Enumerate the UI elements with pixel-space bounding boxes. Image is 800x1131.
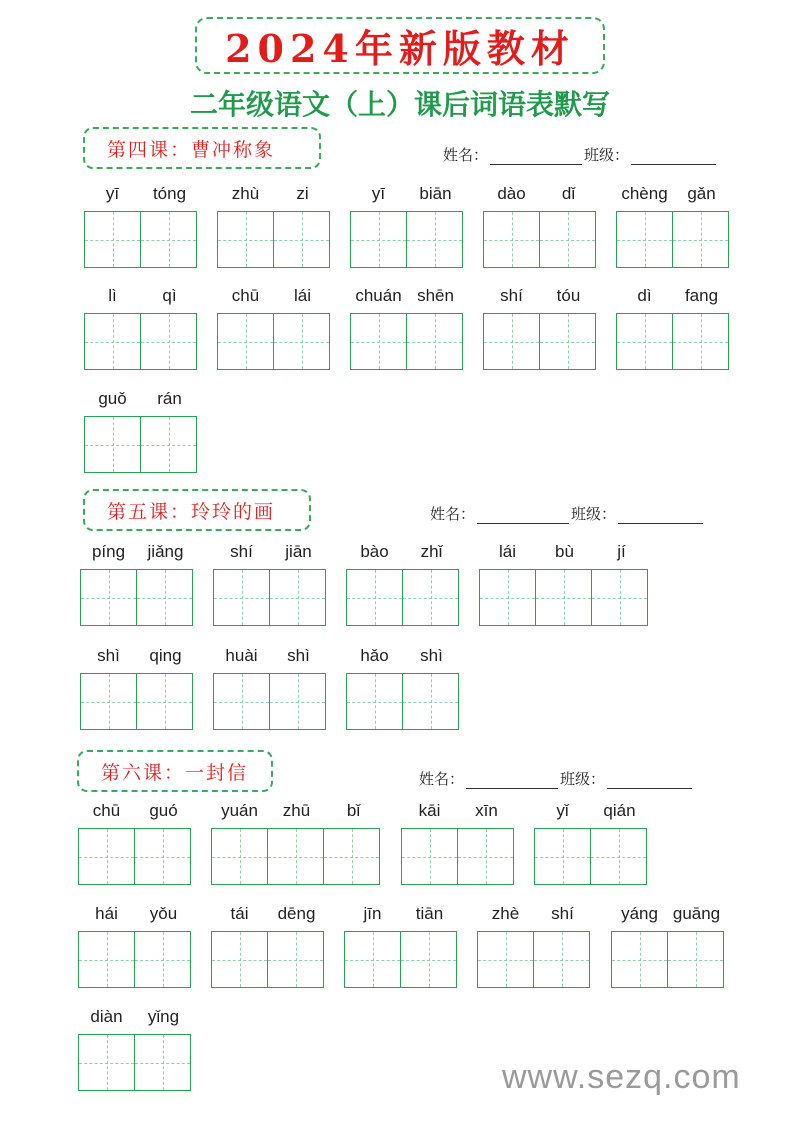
word-item xyxy=(344,903,458,988)
writing-grid xyxy=(483,313,597,370)
pinyin-syllable: shí xyxy=(551,904,574,923)
writing-grid xyxy=(213,569,327,626)
pinyin-syllable: zhù xyxy=(231,184,260,203)
word-item xyxy=(78,800,192,885)
pinyin-row xyxy=(483,285,597,307)
pinyin-syllable: guǒ xyxy=(98,389,127,408)
writing-grid xyxy=(217,211,331,268)
word-item xyxy=(479,541,650,626)
writing-grid xyxy=(78,1034,192,1091)
pinyin-syllable: qing xyxy=(149,646,182,665)
pinyin-syllable: lái xyxy=(498,542,516,561)
pinyin-syllable: zhè xyxy=(491,904,520,923)
pinyin-syllable: jí xyxy=(617,542,626,561)
pinyin-syllable: diàn xyxy=(90,1007,123,1026)
pinyin-syllable: bào xyxy=(360,542,389,561)
tian-zi-cell[interactable] xyxy=(401,828,458,885)
class-label: 班级： xyxy=(571,505,617,523)
tian-zi-cell[interactable] xyxy=(211,931,268,988)
name-label: 姓名： xyxy=(419,770,465,788)
pinyin-syllable: qián xyxy=(603,801,636,820)
pinyin-row xyxy=(211,800,382,822)
tian-zi-cell[interactable] xyxy=(78,1034,135,1091)
pinyin-row xyxy=(350,183,464,205)
tian-zi-cell[interactable] xyxy=(403,569,459,626)
writing-grid xyxy=(479,569,650,626)
writing-grid xyxy=(78,828,192,885)
word-item xyxy=(346,645,460,730)
watermark: www.sezq.com xyxy=(502,1058,741,1096)
tian-zi-cell[interactable] xyxy=(268,931,324,988)
name-label: 姓名： xyxy=(430,505,476,523)
lesson-title-box xyxy=(83,127,321,169)
word-item xyxy=(211,903,325,988)
pinyin-syllable: yáng xyxy=(621,904,658,923)
writing-grid xyxy=(80,673,194,730)
word-item xyxy=(477,903,591,988)
pinyin-syllable: zhū xyxy=(282,801,311,820)
word-item xyxy=(217,183,331,268)
tian-zi-cell[interactable] xyxy=(592,569,648,626)
word-item xyxy=(78,903,192,988)
word-item xyxy=(616,183,730,268)
word-item xyxy=(350,285,464,370)
writing-grid xyxy=(346,569,460,626)
pinyin-syllable: huài xyxy=(225,646,258,665)
tian-zi-cell[interactable] xyxy=(274,313,330,370)
word-item xyxy=(84,285,198,370)
name-blank[interactable] xyxy=(490,150,582,165)
pinyin-syllable: jiǎng xyxy=(147,542,184,561)
tian-zi-cell[interactable] xyxy=(135,1034,191,1091)
pinyin-syllable: bù xyxy=(555,542,574,561)
writing-grid xyxy=(84,211,198,268)
class-blank[interactable] xyxy=(607,774,692,789)
tian-zi-cell[interactable] xyxy=(477,931,534,988)
pinyin-syllable: zhǐ xyxy=(420,542,443,561)
title-box xyxy=(195,17,605,74)
tian-zi-cell[interactable] xyxy=(141,416,197,473)
pinyin-syllable: yī xyxy=(105,184,120,203)
pinyin-row xyxy=(84,388,198,410)
word-item xyxy=(616,285,730,370)
pinyin-syllable: guāng xyxy=(672,904,721,923)
word-item xyxy=(84,183,198,268)
pinyin-syllable: fang xyxy=(684,286,719,305)
pinyin-row xyxy=(78,800,192,822)
word-item xyxy=(84,388,198,473)
pinyin-syllable: guó xyxy=(149,801,178,820)
tian-zi-cell[interactable] xyxy=(344,931,401,988)
pinyin-syllable: lì xyxy=(108,286,117,305)
writing-grid xyxy=(346,673,460,730)
tian-zi-cell[interactable] xyxy=(673,211,729,268)
tian-zi-cell[interactable] xyxy=(135,931,191,988)
pinyin-syllable: hái xyxy=(95,904,118,923)
lesson-title: 第六课：一封信 xyxy=(101,761,249,784)
writing-grid xyxy=(80,569,194,626)
tian-zi-cell[interactable] xyxy=(611,931,668,988)
pinyin-row xyxy=(401,800,515,822)
tian-zi-cell[interactable] xyxy=(407,313,463,370)
tian-zi-cell[interactable] xyxy=(668,931,724,988)
tian-zi-cell[interactable] xyxy=(84,416,141,473)
pinyin-row xyxy=(84,183,198,205)
pinyin-syllable: dì xyxy=(637,286,652,305)
pinyin-syllable: lái xyxy=(293,286,311,305)
tian-zi-cell[interactable] xyxy=(616,313,673,370)
pinyin-syllable: shí xyxy=(230,542,253,561)
pinyin-syllable: tóu xyxy=(556,286,581,305)
tian-zi-cell[interactable] xyxy=(268,828,324,885)
tian-zi-cell[interactable] xyxy=(137,673,193,730)
pinyin-syllable: shì xyxy=(420,646,443,665)
tian-zi-cell[interactable] xyxy=(84,313,141,370)
pinyin-row xyxy=(611,903,725,925)
word-item xyxy=(217,285,331,370)
pinyin-syllable: rán xyxy=(157,389,182,408)
word-item xyxy=(401,800,515,885)
tian-zi-cell[interactable] xyxy=(407,211,463,268)
pinyin-row xyxy=(344,903,458,925)
writing-grid xyxy=(534,828,648,885)
pinyin-syllable: tiān xyxy=(415,904,444,923)
word-item xyxy=(213,645,327,730)
lesson-title-box xyxy=(83,489,311,531)
tian-zi-cell[interactable] xyxy=(141,211,197,268)
writing-grid xyxy=(78,931,192,988)
tian-zi-cell[interactable] xyxy=(458,828,514,885)
pinyin-syllable: kāi xyxy=(418,801,441,820)
pinyin-row xyxy=(78,1006,192,1028)
word-item xyxy=(483,183,597,268)
tian-zi-cell[interactable] xyxy=(540,313,596,370)
pinyin-syllable: tóng xyxy=(152,184,187,203)
writing-grid xyxy=(84,416,198,473)
tian-zi-cell[interactable] xyxy=(401,931,457,988)
pinyin-row xyxy=(217,183,331,205)
tian-zi-cell[interactable] xyxy=(80,673,137,730)
pinyin-row xyxy=(217,285,331,307)
pinyin-syllable: zi xyxy=(296,184,309,203)
pinyin-syllable: shēn xyxy=(417,286,454,305)
word-item xyxy=(346,541,460,626)
tian-zi-cell[interactable] xyxy=(213,673,270,730)
word-item xyxy=(80,645,194,730)
word-item xyxy=(611,903,725,988)
writing-grid xyxy=(401,828,515,885)
writing-grid xyxy=(211,828,382,885)
page-title: 2024年新版教材 xyxy=(225,26,575,71)
tian-zi-cell[interactable] xyxy=(483,313,540,370)
pinyin-syllable: shì xyxy=(97,646,120,665)
tian-zi-cell[interactable] xyxy=(270,673,326,730)
pinyin-row xyxy=(213,645,327,667)
pinyin-syllable: chuán xyxy=(355,286,402,305)
word-item xyxy=(78,1006,192,1091)
tian-zi-cell[interactable] xyxy=(483,211,540,268)
tian-zi-cell[interactable] xyxy=(141,313,197,370)
pinyin-row xyxy=(483,183,597,205)
pinyin-syllable: yuán xyxy=(221,801,258,820)
pinyin-row xyxy=(534,800,648,822)
lesson-title: 第五课：玲玲的画 xyxy=(107,500,276,523)
tian-zi-cell[interactable] xyxy=(403,673,459,730)
name-label: 姓名： xyxy=(443,146,489,164)
name-class-line xyxy=(443,144,718,165)
pinyin-syllable: yǒu xyxy=(149,904,178,923)
pinyin-syllable: chèng xyxy=(621,184,668,203)
pinyin-row xyxy=(477,903,591,925)
lesson-title-box xyxy=(77,750,273,792)
pinyin-syllable: chū xyxy=(92,801,121,820)
pinyin-syllable: dào xyxy=(497,184,526,203)
pinyin-syllable: yǐ xyxy=(556,801,569,820)
pinyin-syllable: tái xyxy=(230,904,249,923)
pinyin-row xyxy=(346,645,460,667)
pinyin-row xyxy=(78,903,192,925)
writing-grid xyxy=(84,313,198,370)
writing-grid xyxy=(217,313,331,370)
tian-zi-cell[interactable] xyxy=(80,569,137,626)
class-blank[interactable] xyxy=(631,150,716,165)
pinyin-syllable: yī xyxy=(371,184,386,203)
writing-grid xyxy=(616,313,730,370)
tian-zi-cell[interactable] xyxy=(274,211,330,268)
pinyin-row xyxy=(213,541,327,563)
tian-zi-cell[interactable] xyxy=(616,211,673,268)
tian-zi-cell[interactable] xyxy=(270,569,326,626)
writing-grid xyxy=(213,673,327,730)
tian-zi-cell[interactable] xyxy=(534,828,591,885)
pinyin-syllable: bǐ xyxy=(346,801,361,820)
page-subtitle: 二年级语文（上）课后词语表默写 xyxy=(189,88,610,121)
class-label: 班级： xyxy=(584,146,630,164)
word-item xyxy=(483,285,597,370)
writing-grid xyxy=(483,211,597,268)
pinyin-row xyxy=(80,541,194,563)
tian-zi-cell[interactable] xyxy=(78,931,135,988)
tian-zi-cell[interactable] xyxy=(346,673,403,730)
pinyin-row xyxy=(350,285,464,307)
pinyin-syllable: xīn xyxy=(475,801,498,820)
name-class-line xyxy=(430,503,705,524)
tian-zi-cell[interactable] xyxy=(137,569,193,626)
word-item xyxy=(211,800,382,885)
writing-grid xyxy=(616,211,730,268)
writing-grid xyxy=(350,211,464,268)
name-blank[interactable] xyxy=(477,509,569,524)
pinyin-row xyxy=(346,541,460,563)
pinyin-syllable: hǎo xyxy=(360,646,389,665)
pinyin-syllable: dēng xyxy=(277,904,316,923)
writing-grid xyxy=(350,313,464,370)
pinyin-syllable: shí xyxy=(500,286,523,305)
name-class-line xyxy=(419,768,694,789)
pinyin-row xyxy=(211,903,325,925)
tian-zi-cell[interactable] xyxy=(135,828,191,885)
writing-grid xyxy=(211,931,325,988)
tian-zi-cell[interactable] xyxy=(217,313,274,370)
tian-zi-cell[interactable] xyxy=(324,828,380,885)
pinyin-syllable: gǎn xyxy=(687,184,716,203)
word-item xyxy=(80,541,194,626)
tian-zi-cell[interactable] xyxy=(78,828,135,885)
word-item xyxy=(534,800,648,885)
tian-zi-cell[interactable] xyxy=(534,931,590,988)
tian-zi-cell[interactable] xyxy=(591,828,647,885)
tian-zi-cell[interactable] xyxy=(217,211,274,268)
pinyin-row xyxy=(479,541,650,563)
tian-zi-cell[interactable] xyxy=(213,569,270,626)
pinyin-syllable: biān xyxy=(419,184,452,203)
writing-grid xyxy=(611,931,725,988)
pinyin-syllable: qì xyxy=(162,286,177,305)
word-item xyxy=(213,541,327,626)
tian-zi-cell[interactable] xyxy=(350,313,407,370)
lesson-title: 第四课：曹冲称象 xyxy=(107,138,276,161)
pinyin-row xyxy=(616,285,730,307)
pinyin-syllable: shì xyxy=(287,646,310,665)
pinyin-syllable: jīn xyxy=(363,904,382,923)
pinyin-row xyxy=(616,183,730,205)
tian-zi-cell[interactable] xyxy=(350,211,407,268)
class-blank[interactable] xyxy=(618,509,703,524)
pinyin-syllable: chū xyxy=(231,286,260,305)
word-item xyxy=(350,183,464,268)
writing-grid xyxy=(477,931,591,988)
tian-zi-cell[interactable] xyxy=(211,828,268,885)
tian-zi-cell[interactable] xyxy=(673,313,729,370)
tian-zi-cell[interactable] xyxy=(536,569,592,626)
tian-zi-cell[interactable] xyxy=(540,211,596,268)
pinyin-syllable: píng xyxy=(91,542,126,561)
name-blank[interactable] xyxy=(466,774,558,789)
class-label: 班级： xyxy=(560,770,606,788)
tian-zi-cell[interactable] xyxy=(84,211,141,268)
pinyin-syllable: yǐng xyxy=(147,1007,180,1026)
pinyin-syllable: dǐ xyxy=(561,184,576,203)
tian-zi-cell[interactable] xyxy=(346,569,403,626)
pinyin-row xyxy=(84,285,198,307)
writing-grid xyxy=(344,931,458,988)
pinyin-row xyxy=(80,645,194,667)
tian-zi-cell[interactable] xyxy=(479,569,536,626)
pinyin-syllable: jiān xyxy=(285,542,312,561)
